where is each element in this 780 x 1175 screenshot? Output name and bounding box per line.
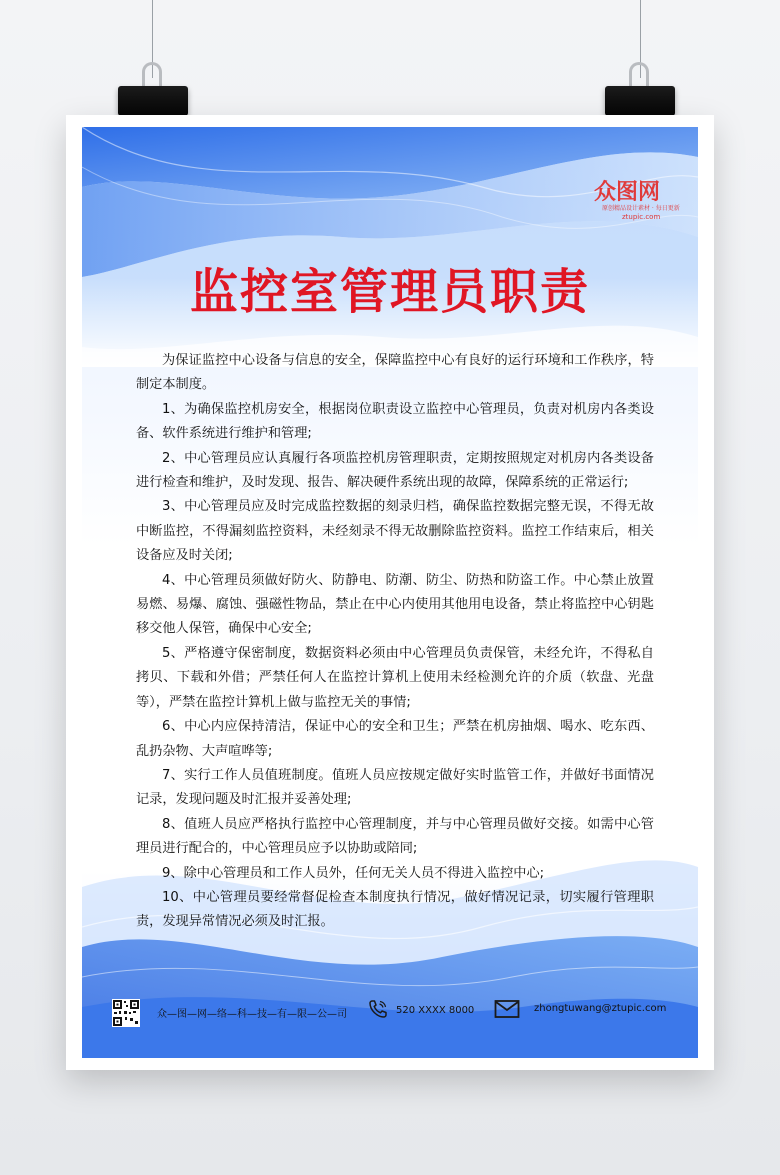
rule-item: 3、中心管理员应及时完成监控数据的刻录归档，确保监控数据完整无误，不得无故中断监控，不得漏刻监控资料，未经刻录不得无故删除监控资料。监控工作结束后，相关设备应及时关闭; xyxy=(136,499,654,564)
rule-item: 5、严格遵守保密制度，数据资料必须由中心管理员负责保管，未经允许，不得私自拷贝、下载和外借；严禁任何人在监控计算机上使用未经检测允许的介质（软盘、光盘等），严禁在监控计算机上做与监控无关的事情; xyxy=(136,645,654,710)
rule-item: 9、除中心管理员和工作人员外，任何无关人员不得进入监控中心; xyxy=(162,865,545,881)
email-address: zhongtuwang@ztupic.com xyxy=(534,1003,667,1014)
rule-item: 6、中心内应保持清洁，保证中心的安全和卫生；严禁在机房抽烟、喝水、吃东西、乱扔杂物、大声喧哗等; xyxy=(136,719,654,759)
binder-clip-right xyxy=(605,62,675,118)
brand-logo-url: ztupic.com xyxy=(622,213,661,221)
qr-code-icon xyxy=(112,999,140,1027)
intro-paragraph: 为保证监控中心设备与信息的安全，保障监控中心有良好的运行环境和工作秩序，特制定本制度。 xyxy=(136,353,654,393)
rule-item: 4、中心管理员须做好防火、防静电、防潮、防尘、防热和防盗工作。中心禁止放置易燃、易爆、腐蚀、强磁性物品，禁止在中心内使用其他用电设备，禁止将监控中心钥匙移交他人保管，确保中心安全; xyxy=(136,572,654,637)
binder-clip-left xyxy=(118,62,188,118)
poster xyxy=(66,115,714,1070)
brand-logo-tagline: 原创精品设计素材 · 每日更新 xyxy=(602,205,680,212)
company-name: 众—图—网—络—科—技—有—限—公—司 xyxy=(157,1009,347,1020)
phone-icon xyxy=(368,999,388,1019)
contact-footer xyxy=(112,997,682,1037)
mail-icon xyxy=(494,999,520,1019)
rule-item: 10、中心管理员要经常督促检查本制度执行情况，做好情况记录，切实履行管理职责，发现异常情况必须及时汇报。 xyxy=(136,889,654,930)
rule-item: 2、中心管理员应认真履行各项监控机房管理职责，定期按照规定对机房内各类设备进行检查和维护，及时发现、报告、解决硬件系统出现的故障，保障系统的正常运行; xyxy=(136,450,654,491)
rule-item: 8、值班人员应严格执行监控中心管理制度，并与中心管理员做好交接。如需中心管理员进行配合的，中心管理员应予以协助或陪同; xyxy=(136,816,654,857)
poster-title: 监控室管理员职责 xyxy=(189,264,590,320)
brand-logo xyxy=(594,175,690,225)
brand-logo-mark: 众图网 xyxy=(594,180,661,205)
rules-body xyxy=(136,349,654,935)
rule-item: 7、实行工作人员值班制度。值班人员应按规定做好实时监管工作，并做好书面情况记录，发现问题及时汇报并妥善处理; xyxy=(136,767,654,808)
phone-number: 520 XXXX 8000 xyxy=(396,1005,475,1016)
poster-content-area xyxy=(82,127,698,1058)
rule-item: 1、为确保监控机房安全，根据岗位职责设立监控中心管理员，负责对机房内各类设备、软件系统进行维护和管理; xyxy=(136,401,654,442)
